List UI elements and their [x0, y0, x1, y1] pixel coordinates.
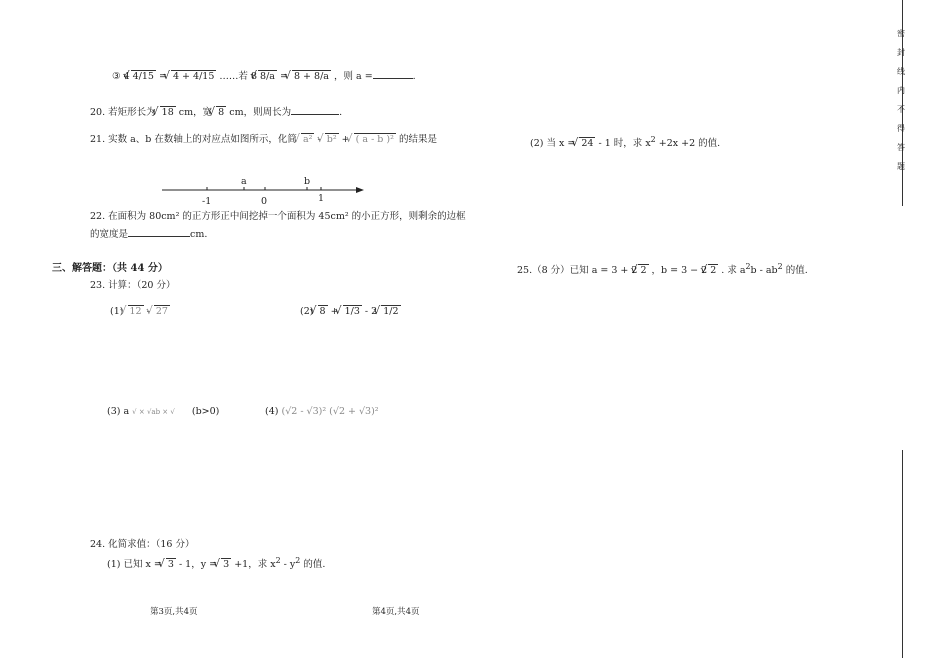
- q22-line1: 22. 在面积为 80cm² 的正方形正中间挖掉一个面积为 45cm² 的小正方形，则剩余的边框: [90, 211, 466, 222]
- q23-title: 23. 计算：（20 分）: [90, 280, 176, 291]
- point-b-label: b: [304, 176, 311, 187]
- answer-blank: [128, 236, 190, 237]
- q23-part1: (1) √ 12 - √ 27: [110, 305, 170, 317]
- q19-part3: ③ 4√ 4/15 = √ 4 + 4/15 ……若 8√ 8/a = √ 8 + 8/a ，则 a = .: [112, 68, 416, 82]
- q24-title: 24. 化简求值：（16 分）: [90, 539, 195, 550]
- q22-line2: 的宽度是 cm.: [90, 229, 208, 240]
- tick-label-1: 1: [318, 193, 325, 204]
- binding-line-bottom: [902, 450, 903, 658]
- q23-part4: (4) (√2 - √3)² (√2 + √3)²: [265, 406, 379, 417]
- answer-blank: [291, 114, 339, 115]
- q20: 20. 若矩形长为 √ 18 cm，宽 √ 8 cm，则周长为 .: [90, 104, 342, 118]
- q24-part1: (1) 已知 x = √ 3 - 1，y = √ 3 +1，求 $x^2 - y^2$ 的值.: [107, 556, 325, 570]
- page-number-left: 第3页,共4页: [150, 607, 198, 617]
- tick-label-minus1: -1: [202, 196, 212, 207]
- point-a-label: a: [241, 176, 247, 187]
- q23-part2: (2) √ 8 + √ 1/3 - 2 √ 1/2: [300, 305, 401, 317]
- seal-text: 密 封 线 内 不 得 答 题: [897, 29, 905, 171]
- q23-part3: (3) a √ × √ab × √ (b>0): [107, 406, 220, 417]
- q24-part2: (2) 当 x = √ 24 - 1 时，求 $x^2 +2x +2$ 的值.: [530, 135, 720, 149]
- answer-blank: [373, 78, 413, 79]
- tick-label-0: 0: [261, 196, 268, 207]
- section-title: 三、解答题：（共 44 分）: [52, 263, 168, 274]
- q25: 25.（8 分）已知 a = 3 + 2√ 2 ，b = 3 − 2√ 2 . 求 $a^2b - ab^2$ 的值.: [517, 262, 808, 276]
- q21: 21. 实数 a、b 在数轴上的对应点如图所示，化简 √ a² - √ b² + √ ( a - b )² 的结果是: [90, 131, 437, 145]
- page-number-right: 第4页,共4页: [372, 607, 420, 617]
